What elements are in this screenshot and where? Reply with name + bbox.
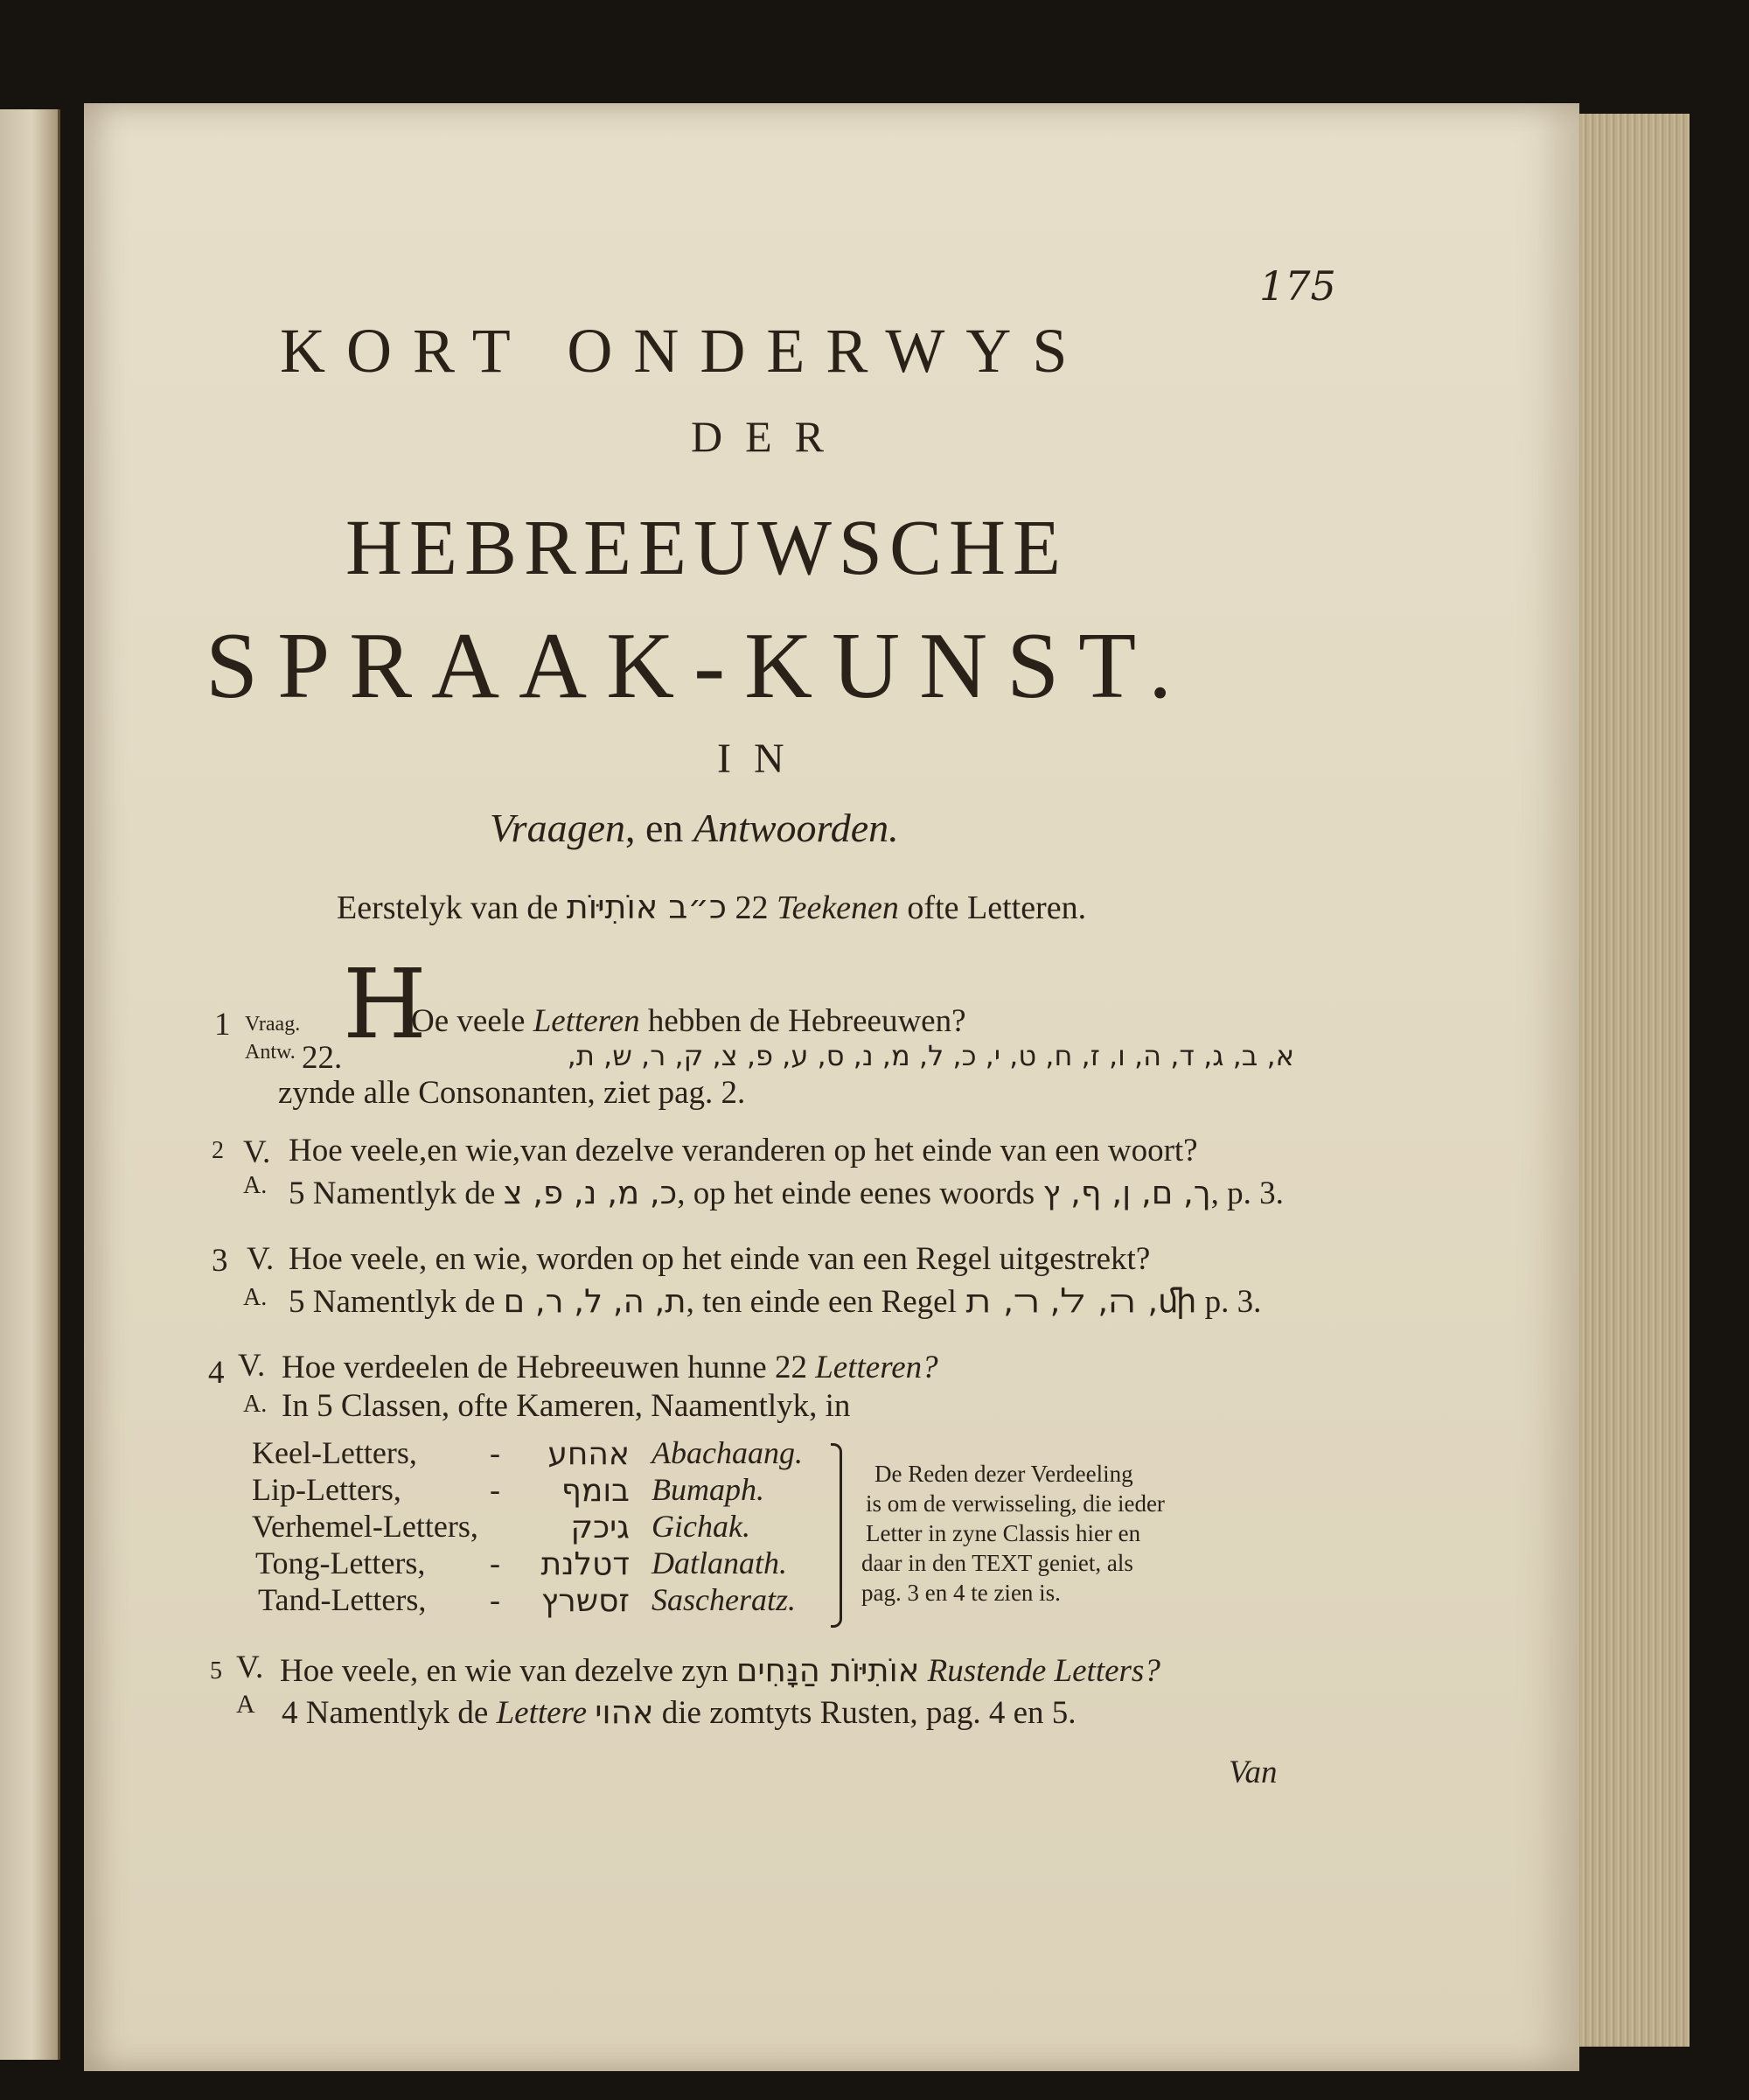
title-line-1: KORT ONDERWYS [280, 316, 1089, 386]
qa-5-answer: 4 Namentlyk de Lettere אהוי die zomtyts Rusten, pag. 4 en 5. [282, 1693, 1077, 1731]
qa-5-label: V. [236, 1650, 264, 1685]
note-line-1: De Reden dezer Verdeeling [874, 1461, 1133, 1487]
qa-2-question: Hoe veele,en wie,van dezelve veranderen op het einde van een woort? [289, 1133, 1198, 1169]
qa-3-question: Hoe veele, en wie, worden op het einde van een Regel uitgestrekt? [289, 1241, 1151, 1277]
qa-4-question: Hoe verdeelen de Hebreeuwen hunne 22 Letteren? [282, 1350, 938, 1385]
intro-line: Eerstelyk van de כ״ב אוֹתִיּוֹת 22 Teekenen ofte Letteren. [337, 888, 1087, 926]
class-row-4-dash: - [490, 1545, 500, 1580]
title-line-2: DER [691, 412, 847, 461]
note-line-4: daar in den TEXT geniet, als [861, 1550, 1133, 1576]
qa-2-number: 2 [212, 1137, 224, 1164]
class-row-1-name: Keel-Letters, [252, 1435, 417, 1470]
qa-3-answer-label: A. [243, 1284, 268, 1311]
qa-1-answer-hebrew: א, ב, ג, ד, ה, ו, ז, ח, ט, י, כ, ל, מ, נ, ס, ע, פ, צ, ק, ר, ש, ת, [567, 1039, 1294, 1072]
page-block-edge [1565, 114, 1690, 2047]
note-line-2: is om de verwisseling, die ieder [866, 1490, 1165, 1517]
note-line-3: Letter in zyne Classis hier en [866, 1520, 1141, 1546]
qa-4-number: 4 [208, 1355, 225, 1391]
qa-5-number: 5 [210, 1657, 222, 1685]
title-line-3: HEBREEUWSCHE [345, 505, 1068, 591]
qa-3-answer: 5 Namentlyk de ת, ה, ל, ר, ם, ten einde een Regel ﬕ, ﬣ, ﬥ, ﬧ, ﬨ p. 3. [289, 1282, 1262, 1320]
qa-2-answer-label: A. [243, 1172, 268, 1199]
catchword: Van [1229, 1755, 1278, 1790]
classes-brace [831, 1443, 842, 1628]
qa-5-answer-label: A [236, 1690, 255, 1719]
qa-3-label: V. [247, 1241, 275, 1277]
class-row-3-translit: Gichak. [652, 1509, 750, 1544]
qa-4-answer-label: A. [243, 1391, 268, 1418]
facing-page-edge [0, 109, 60, 2060]
note-line-5: pag. 3 en 4 te zien is. [861, 1580, 1061, 1606]
qa-1-label: Vraag. [245, 1013, 301, 1036]
class-row-1-translit: Abachaang. [652, 1435, 803, 1470]
class-row-1-dash: - [490, 1435, 500, 1470]
class-row-4-name: Tong-Letters, [255, 1545, 426, 1580]
qa-1-answer-line2: zynde alle Consonanten, ziet pag. 2. [278, 1075, 746, 1111]
qa-4-label: V. [238, 1348, 266, 1384]
page-number: 175 [1259, 262, 1336, 310]
class-row-3-hebrew: גיכק [570, 1510, 630, 1545]
class-row-2-hebrew: בומף [561, 1473, 630, 1509]
class-row-2-name: Lip-Letters, [252, 1472, 401, 1507]
class-row-2-dash: - [490, 1472, 500, 1507]
class-row-5-hebrew: זסשרץ [540, 1583, 630, 1619]
qa-1-answer-label: Antw. [245, 1041, 296, 1064]
class-row-5-dash: - [490, 1582, 500, 1617]
qa-1-answer-number: 22. [302, 1040, 343, 1076]
class-row-4-translit: Datlanath. [652, 1545, 788, 1580]
qa-4-answer: In 5 Classen, ofte Kameren, Naamentlyk, in [282, 1388, 851, 1424]
class-row-5-translit: Sascheratz. [652, 1582, 796, 1617]
qa-3-number: 3 [212, 1243, 228, 1279]
class-row-3-name: Verhemel-Letters, [252, 1509, 478, 1544]
class-row-4-hebrew: דטלנת [540, 1546, 630, 1582]
class-row-5-name: Tand-Letters, [258, 1582, 427, 1617]
title-line-4: SPRAAK-KUNST. [206, 614, 1192, 718]
qa-2-label: V. [243, 1134, 271, 1170]
title-line-5: IN [717, 736, 807, 782]
qa-1-dropcap: H [343, 948, 427, 1060]
subtitle: Vraagen, en Antwoorden. [490, 806, 899, 850]
class-row-1-hebrew: אהחע [547, 1436, 630, 1472]
class-row-2-translit: Bumaph. [652, 1472, 764, 1507]
qa-5-question: Hoe veele, en wie van dezelve zyn אוֹתִיּוֹת הַנָּחִים Rustende Letters? [280, 1651, 1160, 1689]
qa-2-answer: 5 Namentlyk de כ, מ, נ, פ, צ, op het einde eenes woords ך, ם, ן, ף, ץ, p. 3. [289, 1174, 1284, 1211]
qa-1-number: 1 [214, 1007, 231, 1043]
qa-1-question: Oe veele Letteren hebben de Hebreeuwen? [411, 1003, 966, 1039]
